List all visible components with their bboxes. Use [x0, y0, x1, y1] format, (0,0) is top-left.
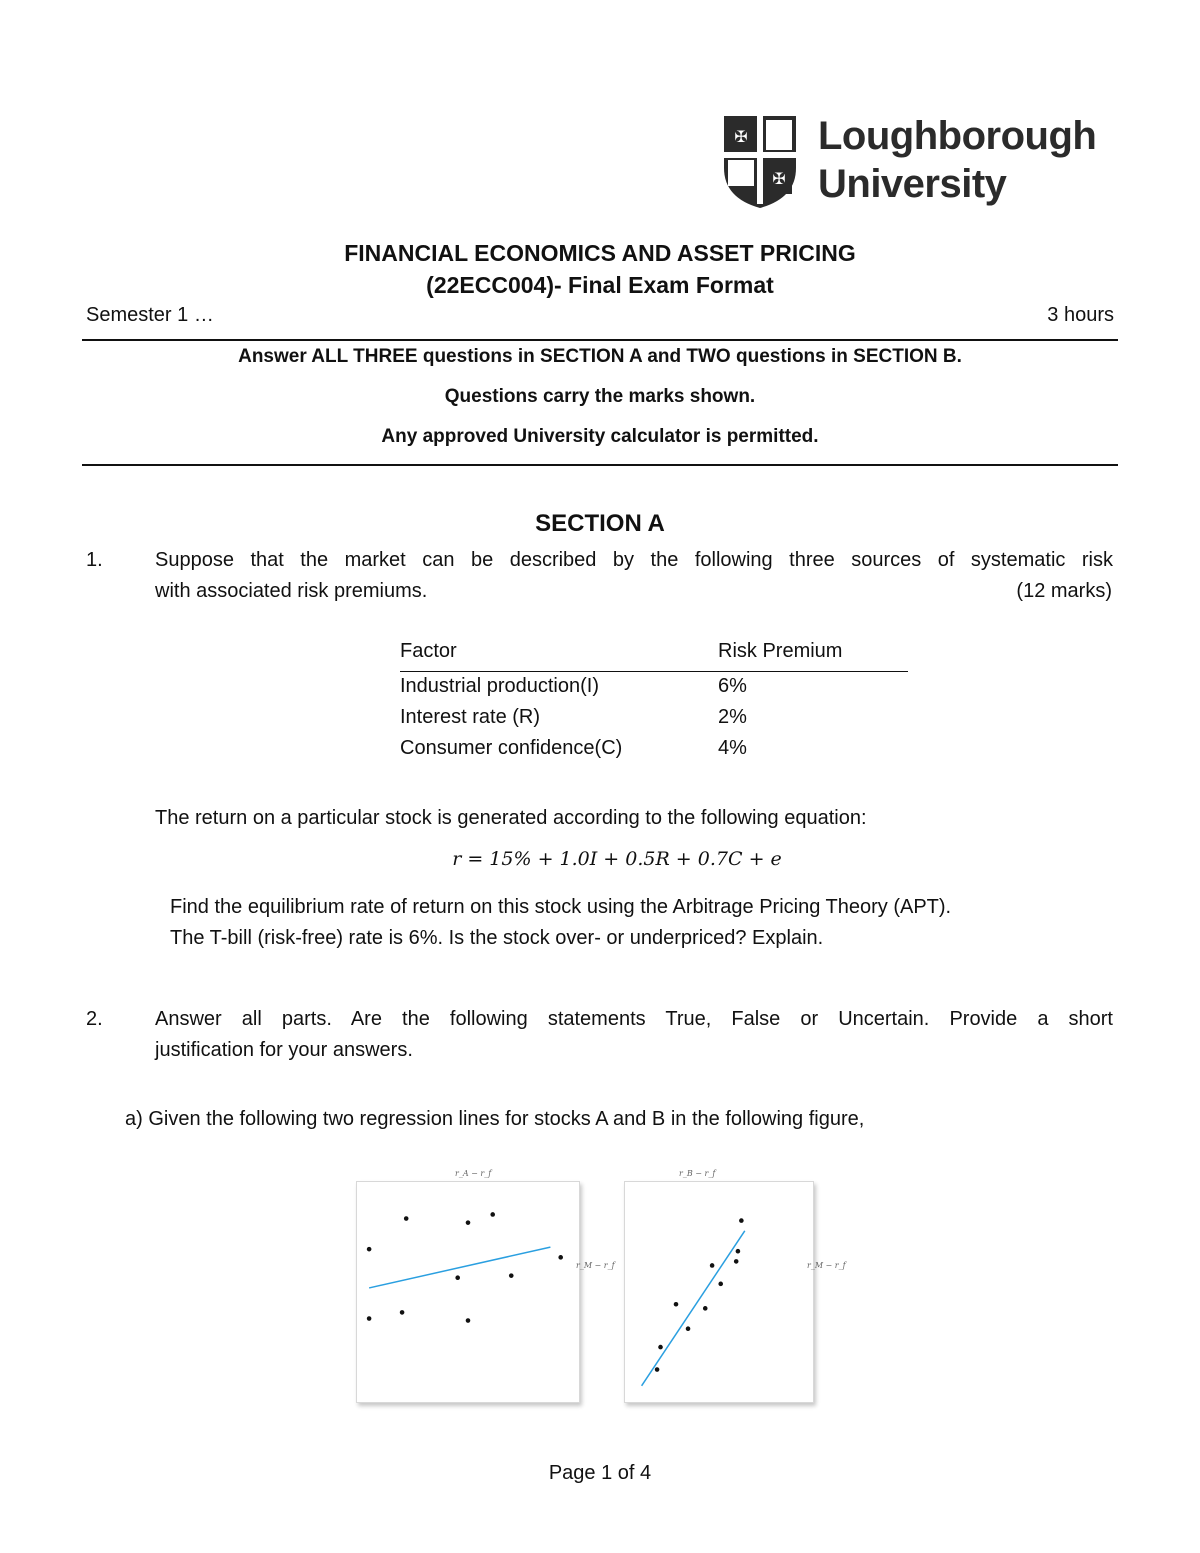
- table-header: Risk Premium: [718, 640, 843, 662]
- chart-a-data-point: [400, 1310, 405, 1315]
- section-heading: SECTION A: [535, 510, 665, 537]
- page-number: Page 1 of 4: [548, 1462, 652, 1484]
- logo-line-2: University: [818, 162, 1007, 206]
- chart-a-data-point: [558, 1255, 563, 1260]
- semester-label: Semester 1 …: [86, 304, 214, 326]
- question-1-task-line-2: The T-bill (risk-free) rate is 6%. Is the stock over- or underpriced? Explain.: [170, 927, 824, 949]
- question-2-line-2: justification for your answers.: [155, 1039, 413, 1061]
- chart-b-plot: [625, 1182, 813, 1402]
- factor-table: [400, 640, 908, 768]
- table-row: [400, 706, 908, 737]
- table-cell: Consumer confidence(C): [400, 737, 623, 759]
- top-divider: [82, 339, 1118, 341]
- logo-line-1: Loughborough: [818, 114, 1097, 158]
- question-2-number: 2.: [86, 1008, 103, 1030]
- chart-a-data-point: [466, 1220, 471, 1225]
- crest-icon: [720, 112, 800, 210]
- chart-b-y-label: r_B − r_f: [679, 1169, 716, 1178]
- chart-b-data-point: [686, 1326, 691, 1331]
- table-header-row: [400, 640, 908, 672]
- question-2-part-a: a) Given the following two regression lines for stocks A and B in the following figure,: [125, 1108, 865, 1130]
- table-cell: 2%: [718, 706, 747, 728]
- return-equation: r = 15% + 1.0I + 0.5R + 0.7C + e: [452, 848, 782, 870]
- chart-a-plot: [357, 1182, 579, 1402]
- question-1-number: 1.: [86, 549, 103, 571]
- instruction-3: Any approved University calculator is permitted.: [381, 426, 819, 447]
- question-2-line-1: Answer all parts. Are the following statements True, False or Uncertain. Provide a short: [155, 1008, 1113, 1030]
- exam-subtitle: (22ECC004)- Final Exam Format: [426, 272, 774, 298]
- question-1-line-2: with associated risk premiums.: [155, 580, 428, 602]
- chart-b-data-point: [655, 1367, 660, 1372]
- svg-text:✠: ✠: [772, 169, 786, 188]
- chart-a-data-point: [367, 1316, 372, 1321]
- question-1-line-1: Suppose that the market can be described by the following three sources of systematic risk: [155, 549, 1113, 571]
- exam-title: FINANCIAL ECONOMICS AND ASSET PRICING: [344, 240, 856, 266]
- question-1-marks: (12 marks): [1016, 580, 1112, 602]
- university-logo: [720, 112, 1097, 212]
- bottom-divider: [82, 464, 1118, 466]
- chart-a-data-point: [455, 1275, 460, 1280]
- chart-b-data-point: [734, 1259, 739, 1264]
- chart-a-data-point: [367, 1247, 372, 1252]
- equation-intro: The return on a particular stock is generated according to the following equation:: [155, 807, 867, 829]
- chart-a-data-point: [404, 1216, 409, 1221]
- chart-b-data-point: [710, 1263, 715, 1268]
- chart-b-data-point: [674, 1302, 679, 1307]
- chart-stock-a: [356, 1181, 580, 1403]
- chart-stock-b: [624, 1181, 814, 1403]
- instruction-2: Questions carry the marks shown.: [444, 386, 756, 407]
- table-cell: 6%: [718, 675, 747, 697]
- duration-label: 3 hours: [1047, 304, 1114, 326]
- question-1-task-line-1: Find the equilibrium rate of return on this stock using the Arbitrage Pricing Theory (APT).: [170, 896, 952, 918]
- chart-b-data-point: [739, 1218, 744, 1223]
- table-cell: 4%: [718, 737, 747, 759]
- chart-a-y-label: r_A − r_f: [455, 1169, 492, 1178]
- chart-b-x-label: r_M − r_f: [807, 1261, 846, 1270]
- svg-text:✠: ✠: [734, 127, 748, 146]
- chart-b-data-point: [703, 1306, 708, 1311]
- chart-b-regression-line: [642, 1231, 745, 1386]
- table-cell: Interest rate (R): [400, 706, 541, 728]
- table-cell: Industrial production(I): [400, 675, 599, 697]
- table-row: [400, 737, 908, 768]
- chart-a-x-label: r_M − r_f: [576, 1261, 615, 1270]
- chart-a-regression-line: [369, 1247, 550, 1288]
- chart-a-data-point: [509, 1273, 514, 1278]
- instruction-1: Answer ALL THREE questions in SECTION A and TWO questions in SECTION B.: [238, 346, 962, 367]
- chart-b-data-point: [736, 1249, 741, 1254]
- chart-a-data-point: [466, 1318, 471, 1323]
- chart-b-data-point: [658, 1345, 663, 1350]
- table-row: [400, 672, 908, 707]
- chart-b-data-point: [718, 1282, 723, 1287]
- table-header: Factor: [400, 640, 457, 662]
- chart-a-data-point: [490, 1212, 495, 1217]
